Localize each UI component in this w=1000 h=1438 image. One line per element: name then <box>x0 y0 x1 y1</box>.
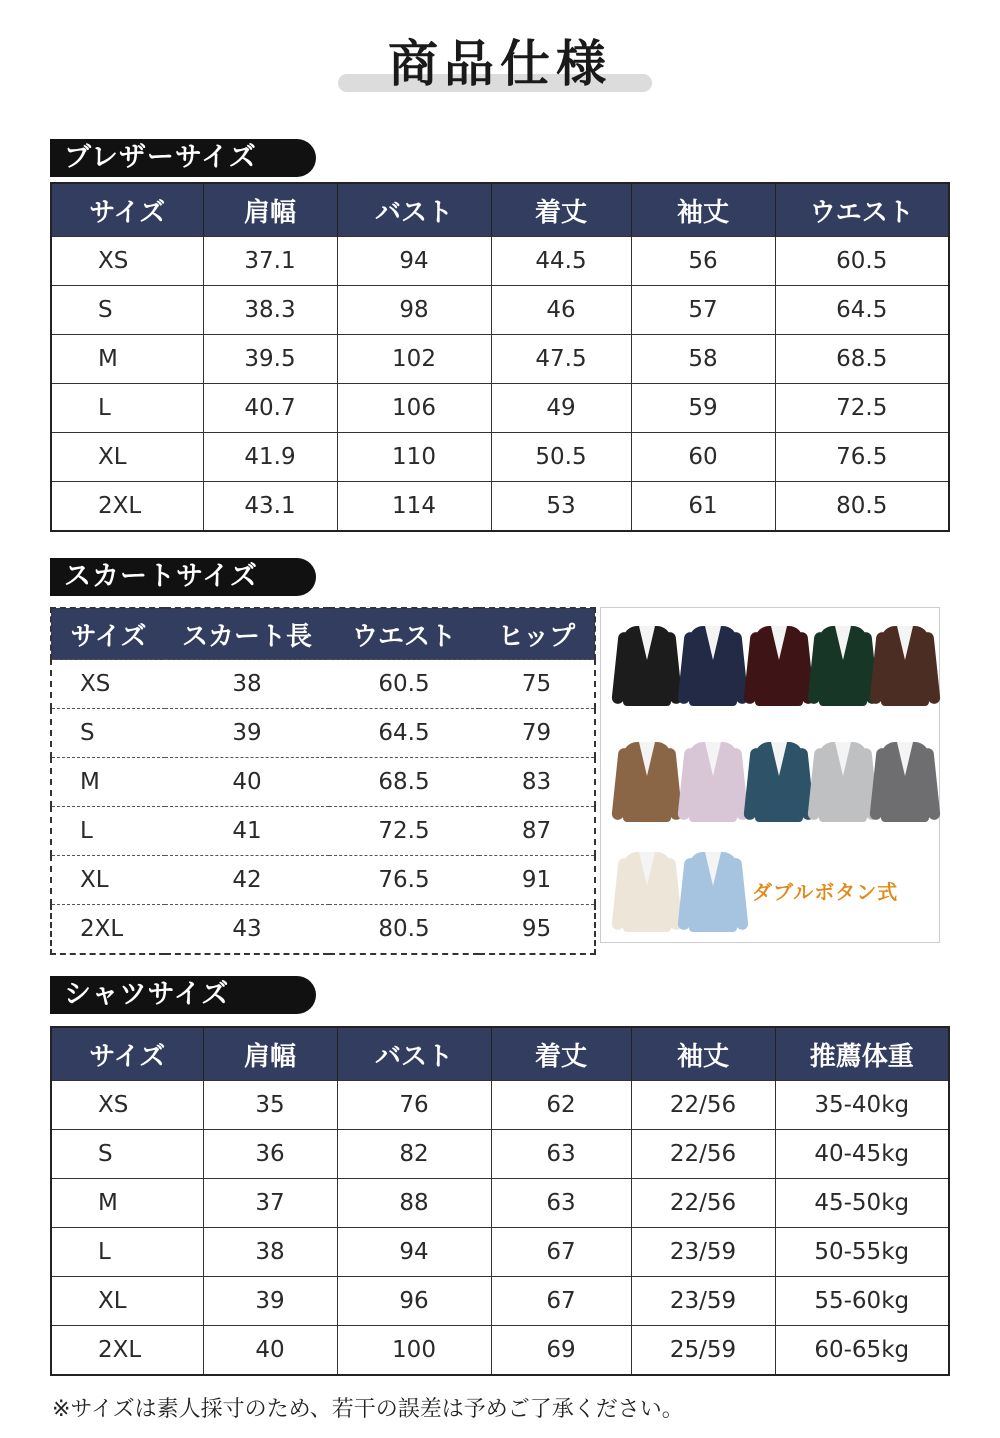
table-cell: 22/56 <box>631 1130 775 1179</box>
table-cell: 43 <box>165 905 329 955</box>
table-cell: 94 <box>337 237 491 286</box>
table-cell: 60-65kg <box>775 1326 949 1376</box>
column-header: 推薦体重 <box>775 1027 949 1081</box>
table-cell: 23/59 <box>631 1228 775 1277</box>
skirt-heading: スカートサイズ <box>50 558 316 596</box>
table-cell: 106 <box>337 384 491 433</box>
table-cell: 42 <box>165 856 329 905</box>
table-cell: 60.5 <box>775 237 949 286</box>
shirt-size-table <box>50 1026 950 1376</box>
table-row <box>51 384 949 433</box>
table-row <box>51 807 595 856</box>
table-cell: 40 <box>165 758 329 807</box>
table-cell: 91 <box>479 856 595 905</box>
table-cell: 39 <box>203 1277 337 1326</box>
table-cell: 39.5 <box>203 335 337 384</box>
table-cell: 39 <box>165 709 329 758</box>
table-row <box>51 905 595 955</box>
table-cell: 46 <box>491 286 631 335</box>
jacket-illustration <box>747 622 811 708</box>
column-header: 着丈 <box>491 1027 631 1081</box>
size-label-cell: S <box>51 286 203 335</box>
jacket-illustration <box>681 622 745 708</box>
table-cell: 57 <box>631 286 775 335</box>
table-header-row <box>51 1027 949 1081</box>
jacket-illustration <box>681 738 745 824</box>
table-row <box>51 1277 949 1326</box>
table-row <box>51 660 595 709</box>
column-header: ウエスト <box>775 183 949 237</box>
size-label-cell: M <box>51 758 165 807</box>
table-row <box>51 1081 949 1130</box>
column-header: 袖丈 <box>631 1027 775 1081</box>
blazer-heading: ブレザーサイズ <box>50 139 316 177</box>
table-cell: 23/59 <box>631 1277 775 1326</box>
table-cell: 22/56 <box>631 1081 775 1130</box>
size-label-cell: M <box>51 335 203 384</box>
table-cell: 41.9 <box>203 433 337 482</box>
size-label-cell: XS <box>51 1081 203 1130</box>
table-cell: 95 <box>479 905 595 955</box>
table-row <box>51 335 949 384</box>
column-header: サイズ <box>51 1027 203 1081</box>
table-cell: 69 <box>491 1326 631 1376</box>
table-cell: 62 <box>491 1081 631 1130</box>
size-label-cell: M <box>51 1179 203 1228</box>
table-cell: 59 <box>631 384 775 433</box>
footer-note: ※サイズは素人採寸のため、若干の誤差は予めご了承ください。 <box>52 1397 684 1422</box>
column-header: ヒップ <box>479 608 595 660</box>
size-label-cell: XL <box>51 856 165 905</box>
table-cell: 63 <box>491 1130 631 1179</box>
size-label-cell: 2XL <box>51 1326 203 1376</box>
column-header: 肩幅 <box>203 183 337 237</box>
table-cell: 82 <box>337 1130 491 1179</box>
table-cell: 61 <box>631 482 775 532</box>
table-cell: 76 <box>337 1081 491 1130</box>
size-label-cell: L <box>51 384 203 433</box>
blazer-size-table <box>50 182 950 532</box>
table-row <box>51 758 595 807</box>
table-cell: 110 <box>337 433 491 482</box>
jacket-illustration <box>615 738 679 824</box>
table-cell: 49 <box>491 384 631 433</box>
table-cell: 79 <box>479 709 595 758</box>
size-label-cell: XL <box>51 1277 203 1326</box>
table-cell: 87 <box>479 807 595 856</box>
column-header: バスト <box>337 1027 491 1081</box>
jacket-illustration <box>873 738 937 824</box>
size-label-cell: S <box>51 1130 203 1179</box>
table-cell: 36 <box>203 1130 337 1179</box>
jacket-illustration <box>873 622 937 708</box>
table-cell: 64.5 <box>775 286 949 335</box>
table-cell: 76.5 <box>775 433 949 482</box>
jacket-illustration <box>615 848 679 934</box>
table-cell: 96 <box>337 1277 491 1326</box>
table-cell: 94 <box>337 1228 491 1277</box>
size-label-cell: XS <box>51 237 203 286</box>
table-row <box>51 1130 949 1179</box>
table-cell: 60 <box>631 433 775 482</box>
table-cell: 63 <box>491 1179 631 1228</box>
column-header: 袖丈 <box>631 183 775 237</box>
table-cell: 68.5 <box>775 335 949 384</box>
skirt-size-table <box>50 607 596 955</box>
jacket-illustration <box>811 622 875 708</box>
table-cell: 37 <box>203 1179 337 1228</box>
table-cell: 102 <box>337 335 491 384</box>
double-button-caption: ダブルボタン式 <box>752 880 899 904</box>
table-cell: 75 <box>479 660 595 709</box>
size-label-cell: 2XL <box>51 482 203 532</box>
table-row <box>51 856 595 905</box>
table-cell: 45-50kg <box>775 1179 949 1228</box>
column-header: サイズ <box>51 183 203 237</box>
table-cell: 58 <box>631 335 775 384</box>
table-cell: 56 <box>631 237 775 286</box>
size-label-cell: XS <box>51 660 165 709</box>
size-label-cell: XL <box>51 433 203 482</box>
column-header: サイズ <box>51 608 165 660</box>
page-header <box>0 18 1000 98</box>
table-cell: 100 <box>337 1326 491 1376</box>
table-cell: 43.1 <box>203 482 337 532</box>
table-cell: 50.5 <box>491 433 631 482</box>
table-cell: 25/59 <box>631 1326 775 1376</box>
column-header: 肩幅 <box>203 1027 337 1081</box>
table-cell: 40-45kg <box>775 1130 949 1179</box>
size-label-cell: L <box>51 807 165 856</box>
table-row <box>51 286 949 335</box>
table-cell: 80.5 <box>329 905 479 955</box>
table-cell: 40.7 <box>203 384 337 433</box>
table-cell: 53 <box>491 482 631 532</box>
jacket-illustration <box>681 848 745 934</box>
table-header-row <box>51 183 949 237</box>
table-cell: 22/56 <box>631 1179 775 1228</box>
table-cell: 35 <box>203 1081 337 1130</box>
table-cell: 88 <box>337 1179 491 1228</box>
table-cell: 98 <box>337 286 491 335</box>
column-header: バスト <box>337 183 491 237</box>
page-title: 商品仕様 <box>388 35 612 93</box>
size-label-cell: S <box>51 709 165 758</box>
column-header: 着丈 <box>491 183 631 237</box>
table-cell: 80.5 <box>775 482 949 532</box>
table-row <box>51 1326 949 1376</box>
table-cell: 44.5 <box>491 237 631 286</box>
table-cell: 50-55kg <box>775 1228 949 1277</box>
table-row <box>51 709 595 758</box>
table-cell: 40 <box>203 1326 337 1376</box>
table-row <box>51 1179 949 1228</box>
table-row <box>51 433 949 482</box>
table-cell: 60.5 <box>329 660 479 709</box>
table-cell: 38 <box>165 660 329 709</box>
table-cell: 64.5 <box>329 709 479 758</box>
jacket-illustration <box>811 738 875 824</box>
table-row <box>51 237 949 286</box>
table-cell: 38 <box>203 1228 337 1277</box>
table-row <box>51 1228 949 1277</box>
jacket-illustration <box>615 622 679 708</box>
table-header-row <box>51 608 595 660</box>
size-label-cell: 2XL <box>51 905 165 955</box>
table-cell: 72.5 <box>775 384 949 433</box>
table-cell: 76.5 <box>329 856 479 905</box>
table-cell: 67 <box>491 1277 631 1326</box>
column-header: ウエスト <box>329 608 479 660</box>
table-cell: 67 <box>491 1228 631 1277</box>
table-cell: 37.1 <box>203 237 337 286</box>
table-cell: 35-40kg <box>775 1081 949 1130</box>
table-cell: 83 <box>479 758 595 807</box>
shirt-heading: シャツサイズ <box>50 976 316 1014</box>
jacket-illustration <box>747 738 811 824</box>
table-cell: 41 <box>165 807 329 856</box>
table-cell: 72.5 <box>329 807 479 856</box>
table-cell: 68.5 <box>329 758 479 807</box>
table-cell: 55-60kg <box>775 1277 949 1326</box>
table-cell: 114 <box>337 482 491 532</box>
size-label-cell: L <box>51 1228 203 1277</box>
column-header: スカート長 <box>165 608 329 660</box>
table-row <box>51 482 949 532</box>
table-cell: 47.5 <box>491 335 631 384</box>
table-cell: 38.3 <box>203 286 337 335</box>
